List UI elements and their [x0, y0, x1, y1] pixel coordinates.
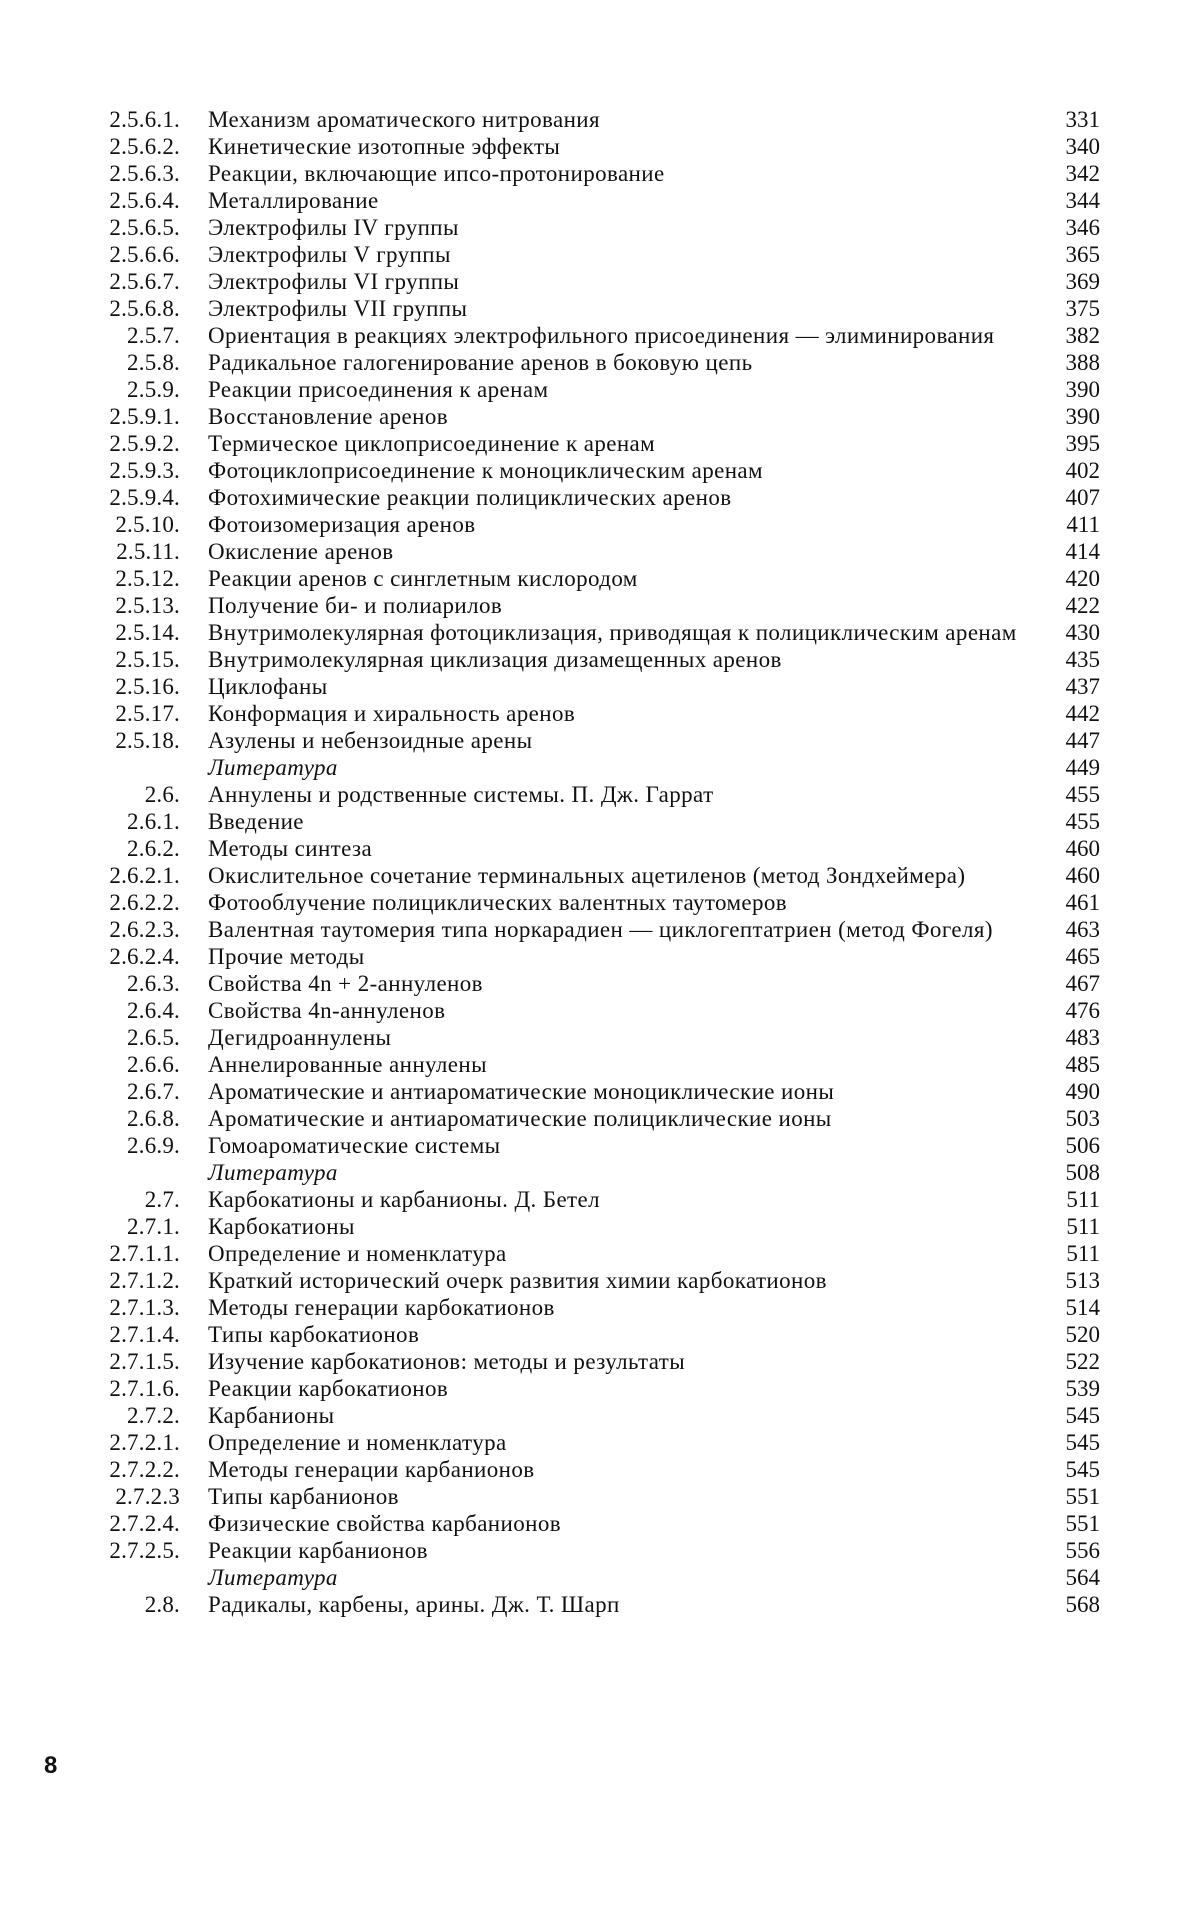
toc-entry — [84, 565, 1100, 592]
toc-entry — [84, 754, 1100, 781]
page-number: 8 — [44, 1752, 58, 1779]
toc-entry — [84, 1132, 1100, 1159]
toc-entry-title: Изучение карбокатионов: методы и результаты — [208, 1349, 686, 1374]
toc-entry-number: 2.6.6. — [127, 1052, 180, 1077]
toc-entry-title: Прочие методы — [208, 944, 365, 969]
toc-entry-title: Краткий исторический очерк развития химии карбокатионов — [208, 1268, 827, 1293]
toc-entry-title: Карбокатионы — [208, 1214, 355, 1239]
toc-entry — [84, 484, 1100, 511]
toc-entry — [84, 376, 1100, 403]
toc-entry-number: 2.6.2.2. — [109, 890, 180, 915]
toc-entry-number: 2.6.5. — [127, 1025, 180, 1050]
toc-entry — [84, 1537, 1100, 1564]
toc-entry-title: Аннулены и родственные системы. П. Дж. Гаррат — [208, 782, 714, 807]
toc-entry-page: 483 — [1065, 1025, 1100, 1050]
toc-entry-number: 2.7. — [144, 1187, 180, 1212]
toc-entry-page: 520 — [1065, 1322, 1100, 1347]
toc-entry — [84, 646, 1100, 673]
toc-entry-page: 514 — [1065, 1295, 1100, 1320]
toc-entry-title: Методы генерации карбанионов — [208, 1457, 535, 1482]
toc-entry-title: Фотооблучение полициклических валентных таутомеров — [208, 890, 788, 915]
toc-entry-page: 346 — [1065, 215, 1100, 240]
toc-entry-number: 2.5.9.2. — [109, 431, 180, 456]
toc-entry-title: Физические свойства карбанионов — [208, 1511, 561, 1536]
toc-entry-number: 2.5.10. — [115, 512, 180, 537]
toc-entry-title: Электрофилы VI группы — [208, 269, 460, 294]
toc-entry-number: 2.7.2.4. — [109, 1511, 180, 1536]
toc-entry-page: 513 — [1065, 1268, 1100, 1293]
toc-entry-page: 551 — [1065, 1484, 1100, 1509]
toc-entry-number: 2.5.9.3. — [109, 458, 180, 483]
toc-entry — [84, 322, 1100, 349]
toc-entry-page: 522 — [1065, 1349, 1100, 1374]
toc-entry-number: 2.5.8. — [127, 350, 180, 375]
toc-entry-title: Фотоизомеризация аренов — [208, 512, 476, 537]
toc-entry-number: 2.6. — [144, 782, 180, 807]
toc-entry-page: 465 — [1065, 944, 1100, 969]
toc-entry-title: Электрофилы IV группы — [208, 215, 459, 240]
toc-entry-number: 2.5.7. — [127, 323, 180, 348]
toc-entry — [84, 1348, 1100, 1375]
toc-entry-title: Электрофилы V группы — [208, 242, 451, 267]
toc-entry-number: 2.7.1.3. — [109, 1295, 180, 1320]
toc-entry-page: 395 — [1065, 431, 1100, 456]
toc-entry-page: 545 — [1065, 1457, 1100, 1482]
toc-entry-title: Кинетические изотопные эффекты — [208, 134, 561, 159]
toc-entry-title: Литература — [208, 755, 338, 780]
toc-entry-number: 2.5.6.8. — [109, 296, 180, 321]
toc-entry-title: Гомоароматические системы — [208, 1133, 501, 1158]
toc-entry-page: 511 — [1066, 1241, 1100, 1266]
toc-entry-title: Методы генерации карбокатионов — [208, 1295, 555, 1320]
toc-entry-page: 506 — [1065, 1133, 1100, 1158]
toc-entry-page: 414 — [1065, 539, 1100, 564]
toc-entry-title: Радикальное галогенирование аренов в боковую цепь — [208, 350, 753, 375]
toc-entry-number: 2.6.8. — [127, 1106, 180, 1131]
toc-entry — [84, 943, 1100, 970]
toc-entry-title: Литература — [208, 1160, 338, 1185]
toc-entry-number: 2.6.3. — [127, 971, 180, 996]
toc-entry — [84, 1429, 1100, 1456]
toc-entry-page: 568 — [1065, 1592, 1100, 1617]
toc-entry — [84, 997, 1100, 1024]
toc-entry-title: Металлирование — [208, 188, 379, 213]
toc-entry — [84, 187, 1100, 214]
toc-entry — [84, 781, 1100, 808]
toc-entry — [84, 1483, 1100, 1510]
toc-entry-title: Конформация и хиральность аренов — [208, 701, 576, 726]
toc-entry-title: Азулены и небензоидные арены — [208, 728, 533, 753]
toc-entry-page: 460 — [1065, 863, 1100, 888]
toc-entry-page: 369 — [1065, 269, 1100, 294]
toc-entry-title: Термическое циклоприсоединение к аренам — [208, 431, 656, 456]
toc-entry-title: Реакции, включающие ипсо-протонирование — [208, 161, 665, 186]
toc-entry-page: 390 — [1065, 404, 1100, 429]
toc-entry — [84, 457, 1100, 484]
toc-entry — [84, 295, 1100, 322]
toc-entry-number: 2.7.1.5. — [109, 1349, 180, 1374]
toc-entry-page: 511 — [1066, 1187, 1100, 1212]
toc-entry-page: 511 — [1066, 1214, 1100, 1239]
toc-entry — [84, 1240, 1100, 1267]
toc-entry-number: 2.7.1. — [127, 1214, 180, 1239]
toc-entry-number: 2.7.2. — [127, 1403, 180, 1428]
toc-entry — [84, 1375, 1100, 1402]
toc-entry-page: 556 — [1065, 1538, 1100, 1563]
toc-entry — [84, 1456, 1100, 1483]
toc-entry — [84, 403, 1100, 430]
toc-entry-title: Типы карбанионов — [208, 1484, 399, 1509]
toc-entry-number: 2.5.16. — [115, 674, 180, 699]
toc-entry — [84, 889, 1100, 916]
toc-entry-page: 476 — [1065, 998, 1100, 1023]
toc-entry-page: 342 — [1065, 161, 1100, 186]
toc-entry-page: 422 — [1065, 593, 1100, 618]
toc-entry-number: 2.5.6.4. — [109, 188, 180, 213]
toc-entry-title: Определение и номенклатура — [208, 1241, 507, 1266]
toc-entry-page: 463 — [1065, 917, 1100, 942]
toc-entry-number: 2.7.1.6. — [109, 1376, 180, 1401]
toc-entry — [84, 241, 1100, 268]
toc-entry-page: 461 — [1065, 890, 1100, 915]
toc-entry-number: 2.5.9. — [127, 377, 180, 402]
toc-entry-number: 2.7.2.2. — [109, 1457, 180, 1482]
toc-entry-number: 2.5.11. — [116, 539, 180, 564]
toc-entry — [84, 214, 1100, 241]
toc-entry-title: Карбокатионы и карбанионы. Д. Бетел — [208, 1187, 600, 1212]
toc-entry-page: 411 — [1066, 512, 1100, 537]
toc-entry — [84, 1024, 1100, 1051]
toc-entry-page: 485 — [1065, 1052, 1100, 1077]
toc-entry — [84, 970, 1100, 997]
toc-entry-title: Литература — [208, 1565, 338, 1590]
toc-entry-number: 2.7.1.4. — [109, 1322, 180, 1347]
toc-entry-title: Получение би- и полиарилов — [208, 593, 503, 618]
toc-entry-number: 2.6.2.4. — [109, 944, 180, 969]
toc-entry-number: 2.5.17. — [115, 701, 180, 726]
toc-entry — [84, 1321, 1100, 1348]
toc-entry-page: 340 — [1065, 134, 1100, 159]
toc-entry-page: 503 — [1065, 1106, 1100, 1131]
toc-entry-number: 2.5.6.7. — [109, 269, 180, 294]
toc-entry-title: Фотоциклоприсоединение к моноциклическим аренам — [208, 458, 763, 483]
toc-entry-title: Восстановление аренов — [208, 404, 448, 429]
toc-entry — [84, 106, 1100, 133]
toc-entry-page: 449 — [1065, 755, 1100, 780]
toc-entry-number: 2.7.2.1. — [109, 1430, 180, 1455]
toc-entry-page: 564 — [1065, 1565, 1100, 1590]
toc-entry-number: 2.8. — [144, 1592, 180, 1617]
toc-entry-number: 2.5.9.1. — [109, 404, 180, 429]
toc-entry — [84, 1294, 1100, 1321]
toc-entry — [84, 538, 1100, 565]
toc-entry-title: Механизм ароматического нитрования — [208, 107, 600, 132]
toc-entry-number: 2.6.4. — [127, 998, 180, 1023]
toc-entry — [84, 1186, 1100, 1213]
toc-entry-title: Валентная таутомерия типа норкарадиен — циклогептатриен (метод Фогеля) — [208, 917, 993, 942]
toc-entry-page: 420 — [1065, 566, 1100, 591]
toc-entry-page: 430 — [1065, 620, 1100, 645]
toc-entry-number: 2.7.2.5. — [109, 1538, 180, 1563]
toc-entry-number: 2.5.14. — [115, 620, 180, 645]
toc-entry-page: 402 — [1065, 458, 1100, 483]
toc-entry-number: 2.5.15. — [115, 647, 180, 672]
toc-entry-title: Фотохимические реакции полициклических аренов — [208, 485, 732, 510]
toc-entry-page: 390 — [1065, 377, 1100, 402]
toc-entry-title: Свойства 4n + 2-аннуленов — [208, 971, 483, 996]
toc-entry-title: Радикалы, карбены, арины. Дж. Т. Шарп — [208, 1592, 620, 1617]
toc-entry-title: Свойства 4n-аннуленов — [208, 998, 446, 1023]
table-of-contents — [84, 106, 1100, 1618]
toc-entry-page: 455 — [1065, 809, 1100, 834]
toc-entry-number: 2.6.2.1. — [109, 863, 180, 888]
toc-entry — [84, 1078, 1100, 1105]
toc-entry — [84, 1267, 1100, 1294]
toc-entry-number: 2.5.9.4. — [109, 485, 180, 510]
toc-entry-number: 2.5.6.2. — [109, 134, 180, 159]
toc-entry-number: 2.7.1.1. — [109, 1241, 180, 1266]
toc-entry — [84, 1510, 1100, 1537]
toc-entry-number: 2.5.6.5. — [109, 215, 180, 240]
toc-entry-title: Методы синтеза — [208, 836, 373, 861]
toc-entry-title: Реакции аренов с синглетным кислородом — [208, 566, 638, 591]
toc-entry-page: 490 — [1065, 1079, 1100, 1104]
toc-entry — [84, 160, 1100, 187]
toc-entry-number: 2.5.6.6. — [109, 242, 180, 267]
toc-entry-page: 344 — [1065, 188, 1100, 213]
toc-entry-page: 388 — [1065, 350, 1100, 375]
toc-entry-number: 2.5.6.1. — [109, 107, 180, 132]
toc-entry-title: Ориентация в реакциях электрофильного присоединения — элиминирования — [208, 323, 995, 348]
toc-entry-page: 331 — [1065, 107, 1100, 132]
toc-entry-title: Электрофилы VII группы — [208, 296, 468, 321]
toc-entry-title: Аннелированные аннулены — [208, 1052, 487, 1077]
toc-entry-page: 508 — [1065, 1160, 1100, 1185]
toc-entry-number: 2.5.18. — [115, 728, 180, 753]
toc-entry-number: 2.5.6.3. — [109, 161, 180, 186]
toc-entry-page: 382 — [1065, 323, 1100, 348]
toc-entry — [84, 268, 1100, 295]
toc-entry — [84, 862, 1100, 889]
toc-entry — [84, 1402, 1100, 1429]
toc-entry — [84, 1051, 1100, 1078]
toc-entry — [84, 1159, 1100, 1186]
toc-entry-page: 375 — [1065, 296, 1100, 321]
toc-entry-number: 2.6.7. — [127, 1079, 180, 1104]
toc-entry-number: 2.6.9. — [127, 1133, 180, 1158]
toc-entry-title: Определение и номенклатура — [208, 1430, 507, 1455]
toc-entry — [84, 511, 1100, 538]
toc-entry-title: Ароматические и антиароматические полициклические ионы — [208, 1106, 832, 1131]
toc-entry-page: 455 — [1065, 782, 1100, 807]
toc-entry — [84, 835, 1100, 862]
toc-entry-page: 539 — [1065, 1376, 1100, 1401]
toc-entry — [84, 1591, 1100, 1618]
toc-entry-page: 545 — [1065, 1403, 1100, 1428]
toc-entry-page: 545 — [1065, 1430, 1100, 1455]
toc-entry — [84, 133, 1100, 160]
toc-entry-title: Реакции карбокатионов — [208, 1376, 449, 1401]
toc-entry-title: Реакции присоединения к аренам — [208, 377, 549, 402]
toc-entry-number: 2.6.2. — [127, 836, 180, 861]
toc-entry — [84, 1105, 1100, 1132]
toc-entry-title: Внутримолекулярная циклизация дизамещенных аренов — [208, 647, 782, 672]
toc-entry-title: Внутримолекулярная фотоциклизация, приводящая к полициклическим аренам — [208, 620, 1017, 645]
toc-entry-page: 460 — [1065, 836, 1100, 861]
toc-entry-title: Реакции карбанионов — [208, 1538, 428, 1563]
toc-entry — [84, 1564, 1100, 1591]
toc-entry-title: Окислительное сочетание терминальных ацетиленов (метод Зондхеймера) — [208, 863, 966, 888]
toc-entry-page: 437 — [1065, 674, 1100, 699]
toc-entry-page: 435 — [1065, 647, 1100, 672]
toc-entry — [84, 700, 1100, 727]
toc-entry-title: Введение — [208, 809, 304, 834]
toc-entry — [84, 592, 1100, 619]
toc-entry-page: 407 — [1065, 485, 1100, 510]
toc-entry — [84, 1213, 1100, 1240]
toc-entry-title: Дегидроаннулены — [208, 1025, 392, 1050]
toc-entry-page: 365 — [1065, 242, 1100, 267]
toc-entry-page: 467 — [1065, 971, 1100, 996]
toc-entry — [84, 808, 1100, 835]
toc-entry-number: 2.6.2.3. — [109, 917, 180, 942]
toc-entry — [84, 430, 1100, 457]
toc-entry-title: Типы карбокатионов — [208, 1322, 420, 1347]
toc-entry-page: 447 — [1065, 728, 1100, 753]
toc-entry — [84, 619, 1100, 646]
toc-entry — [84, 349, 1100, 376]
toc-entry-number: 2.7.1.2. — [109, 1268, 180, 1293]
toc-entry — [84, 727, 1100, 754]
toc-entry-title: Окисление аренов — [208, 539, 394, 564]
toc-entry-title: Ароматические и антиароматические моноциклические ионы — [208, 1079, 835, 1104]
toc-entry-number: 2.5.13. — [115, 593, 180, 618]
toc-entry-title: Циклофаны — [208, 674, 328, 699]
toc-entry — [84, 673, 1100, 700]
toc-entry — [84, 916, 1100, 943]
toc-entry-number: 2.7.2.3 — [115, 1484, 180, 1509]
toc-entry-title: Карбанионы — [208, 1403, 335, 1428]
toc-entry-number: 2.5.12. — [115, 566, 180, 591]
toc-entry-page: 551 — [1065, 1511, 1100, 1536]
toc-entry-page: 442 — [1065, 701, 1100, 726]
toc-entry-number: 2.6.1. — [127, 809, 180, 834]
